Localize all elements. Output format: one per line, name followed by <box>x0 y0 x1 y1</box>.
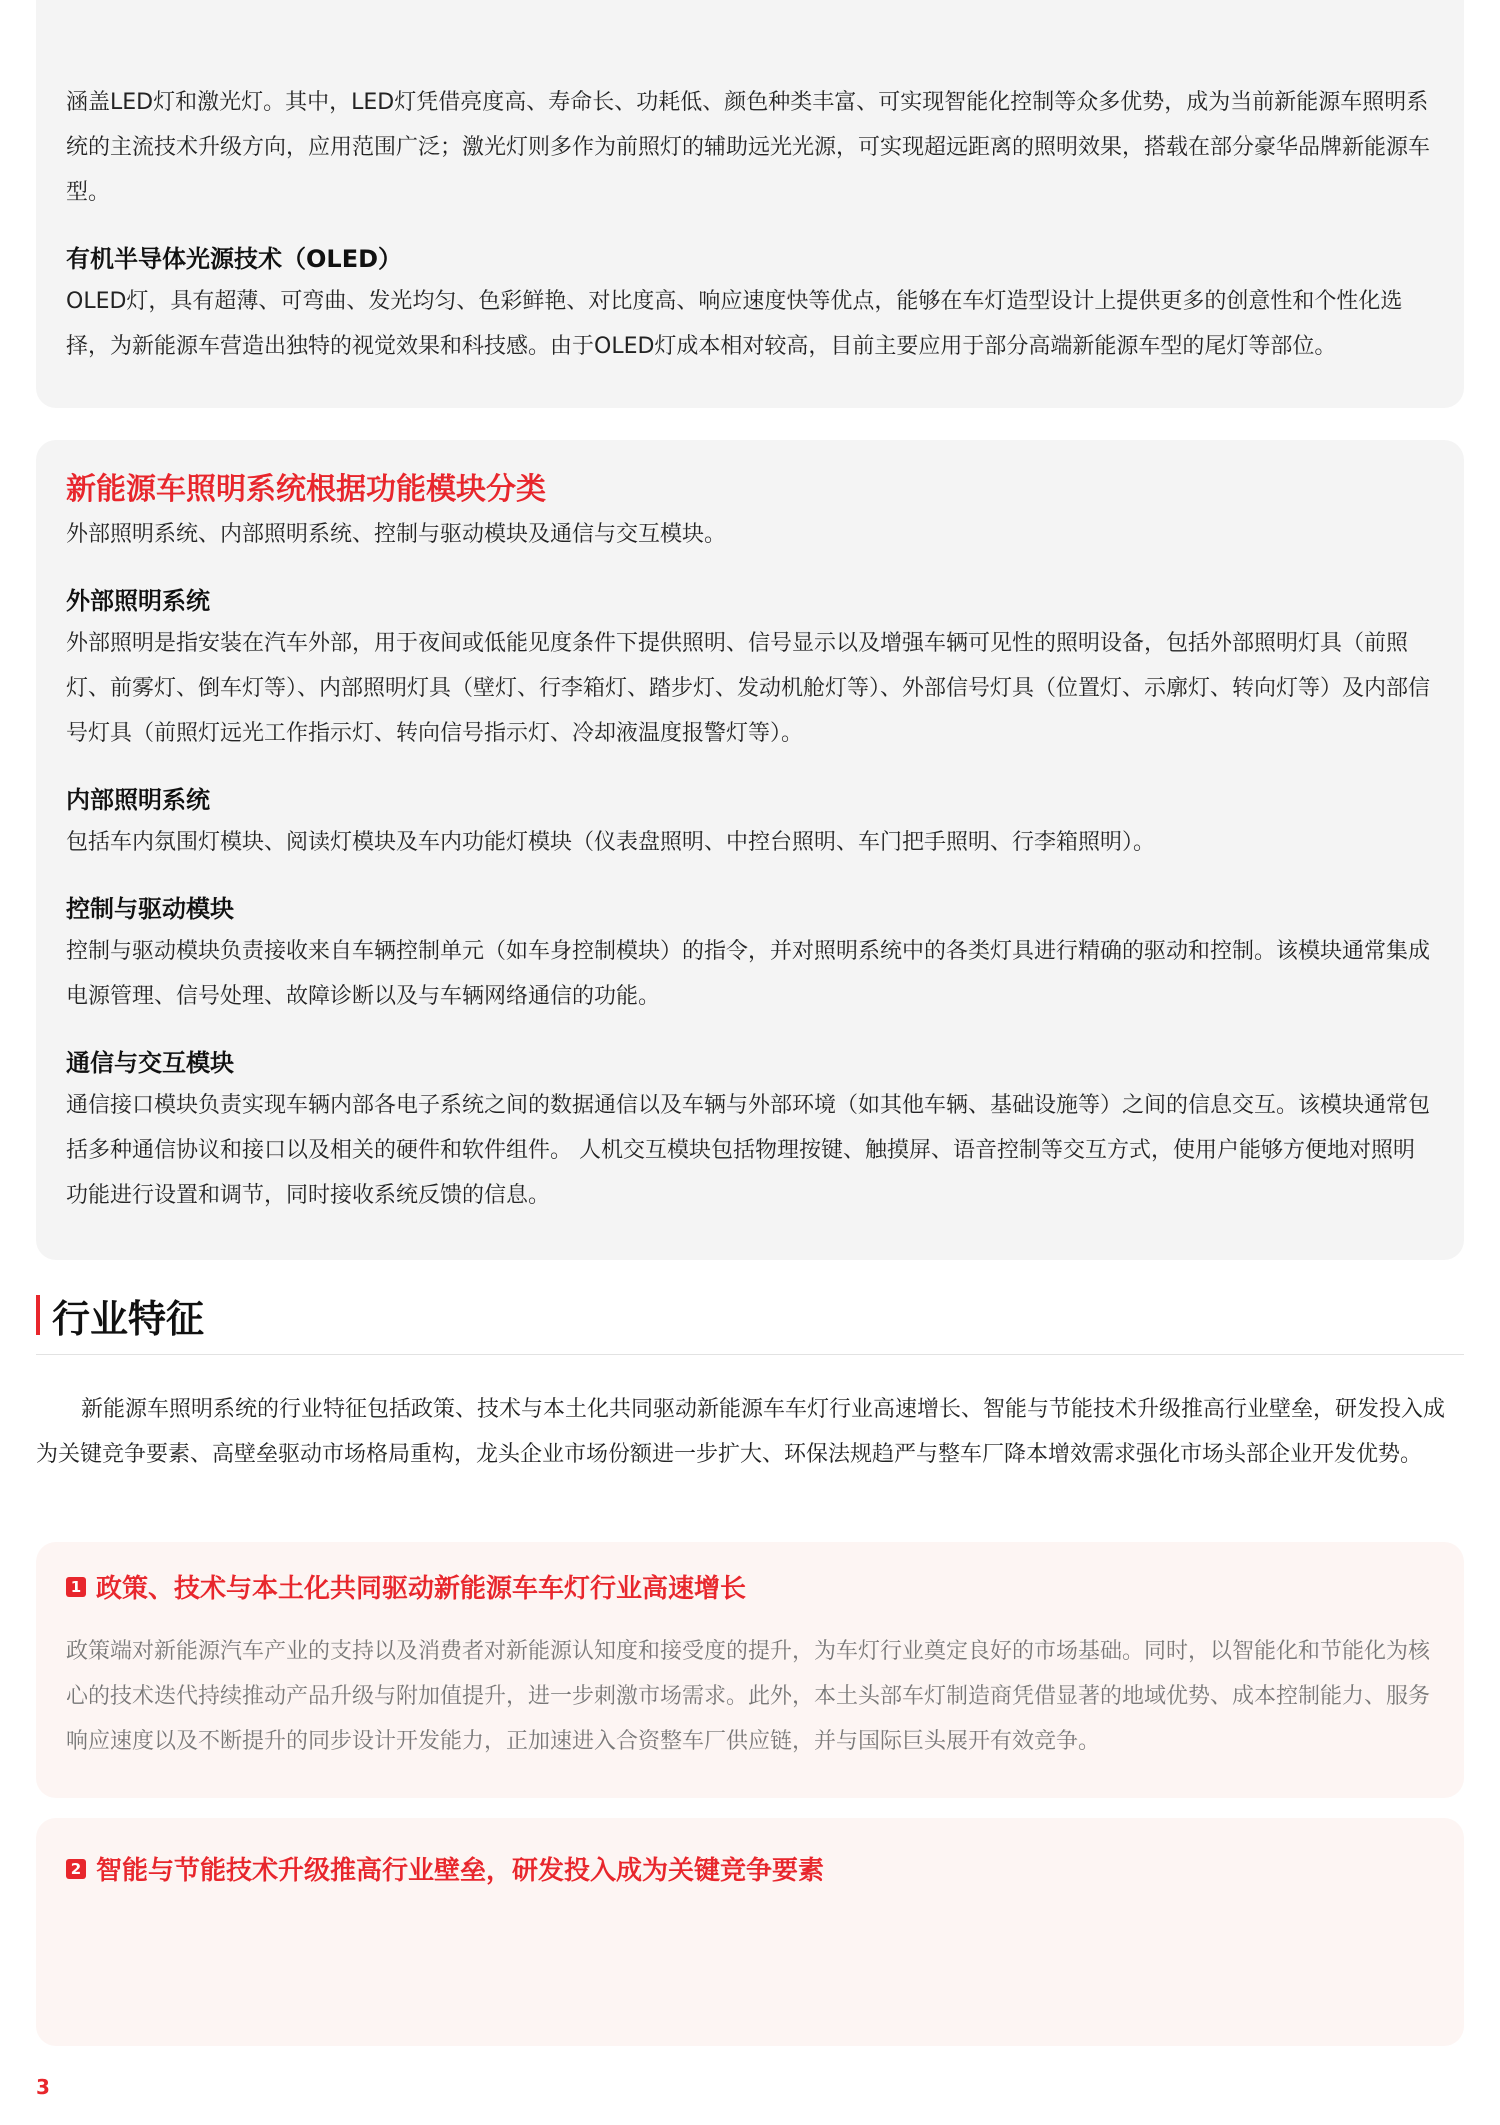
feature-2-title: 智能与节能技术升级推高行业壁垒，研发投入成为关键竞争要素 <box>96 1856 825 1886</box>
control-drive-heading: 控制与驱动模块 <box>66 895 234 923</box>
industry-features-intro: 新能源车照明系统的行业特征包括政策、技术与本土化共同驱动新能源车车灯行业高速增长、智能与节能技术升级推高行业壁垒，研发投入成为关键竞争要素、高壁垒驱动市场格局重构，龙头企业市场份额进一步扩大、环保法规趋严与整车厂降本增效需求强化市场头部企业开发优势。 <box>36 1397 1446 1467</box>
oled-paragraph: OLED灯，具有超薄、可弯曲、发光均匀、色彩鲜艳、对比度高、响应速度快等优点，能够在车灯造型设计上提供更多的创意性和个性化选择，为新能源车营造出独特的视觉效果和科技感。由于OLED灯成本相对较高，目前主要应用于部分高端新能源车型的尾灯等部位。 <box>66 289 1403 359</box>
led-laser-paragraph: 涵盖LED灯和激光灯。其中，LED灯凭借亮度高、寿命长、功耗低、颜色种类丰富、可实现智能化控制等众多优势，成为当前新能源车照明系统的主流技术升级方向，应用范围广泛；激光灯则多作为前照灯的辅助远光光源，可实现超远距离的照明效果，搭载在部分豪华品牌新能源车型。 <box>66 90 1431 205</box>
feature-card-2 <box>36 1818 1464 2046</box>
section-title-text: 行业特征 <box>52 1296 205 1341</box>
number-badge-icon: 1 <box>66 1577 86 1597</box>
feature-1-text: 政策端对新能源汽车产业的支持以及消费者对新能源认知度和接受度的提升，为车灯行业奠定良好的市场基础。同时，以智能化和节能化为核心的技术迭代持续推动产品升级与附加值提升，进一步刺激市场需求。此外，本土头部车灯制造商凭借显著的地域优势、成本控制能力、服务响应速度以及不断提升的同步设计开发能力，正加速进入合资整车厂供应链，并与国际巨头展开有效竞争。 <box>66 1639 1431 1754</box>
communication-interaction-text: 通信接口模块负责实现车辆内部各电子系统之间的数据通信以及车辆与外部环境（如其他车辆、基础设施等）之间的信息交互。该模块通常包括多种通信协议和接口以及相关的硬件和软件组件。 人机交互模块包括物理按键、触摸屏、语音控制等交互方式，使用户能够方便地对照明功能进行设置和调节，同时接收系统反馈的信息。 <box>66 1093 1431 1208</box>
control-drive-text: 控制与驱动模块负责接收来自车辆控制单元（如车身控制模块）的指令，并对照明系统中的各类灯具进行精确的驱动和控制。该模块通常集成电源管理、信号处理、故障诊断以及与车辆网络通信的功能。 <box>66 939 1431 1009</box>
exterior-lighting-heading: 外部照明系统 <box>66 587 210 615</box>
function-module-card <box>36 440 1464 1260</box>
function-module-title: 新能源车照明系统根据功能模块分类 <box>66 472 546 507</box>
feature-card-1 <box>36 1542 1464 1798</box>
interior-lighting-heading: 内部照明系统 <box>66 786 210 814</box>
function-module-summary: 外部照明系统、内部照明系统、控制与驱动模块及通信与交互模块。 <box>66 522 727 547</box>
interior-lighting-text: 包括车内氛围灯模块、阅读灯模块及车内功能灯模块（仪表盘照明、中控台照明、车门把手照明、行李箱照明）。 <box>66 830 1156 855</box>
exterior-lighting-text: 外部照明是指安装在汽车外部，用于夜间或低能见度条件下提供照明、信号显示以及增强车辆可见性的照明设备，包括外部照明灯具（前照灯、前雾灯、倒车灯等）、内部照明灯具（壁灯、行李箱灯、踏步灯、发动机舱灯等）、外部信号灯具（位置灯、示廓灯、转向灯等）及内部信号灯具（前照灯远光工作指示灯、转向信号指示灯、冷却液温度报警灯等）。 <box>66 631 1431 746</box>
industry-features-section-title <box>36 1285 204 1345</box>
section-accent-bar <box>36 1295 40 1335</box>
communication-interaction-heading: 通信与交互模块 <box>66 1049 234 1077</box>
light-source-card <box>36 0 1464 408</box>
section-divider <box>36 1354 1464 1355</box>
feature-1-heading <box>66 1568 1434 1605</box>
page-number: 3 <box>36 2075 50 2099</box>
oled-heading: 有机半导体光源技术（OLED） <box>66 245 403 273</box>
number-badge-icon: 2 <box>66 1859 86 1879</box>
feature-2-heading <box>66 1850 1434 1887</box>
feature-1-title: 政策、技术与本土化共同驱动新能源车车灯行业高速增长 <box>96 1574 747 1604</box>
